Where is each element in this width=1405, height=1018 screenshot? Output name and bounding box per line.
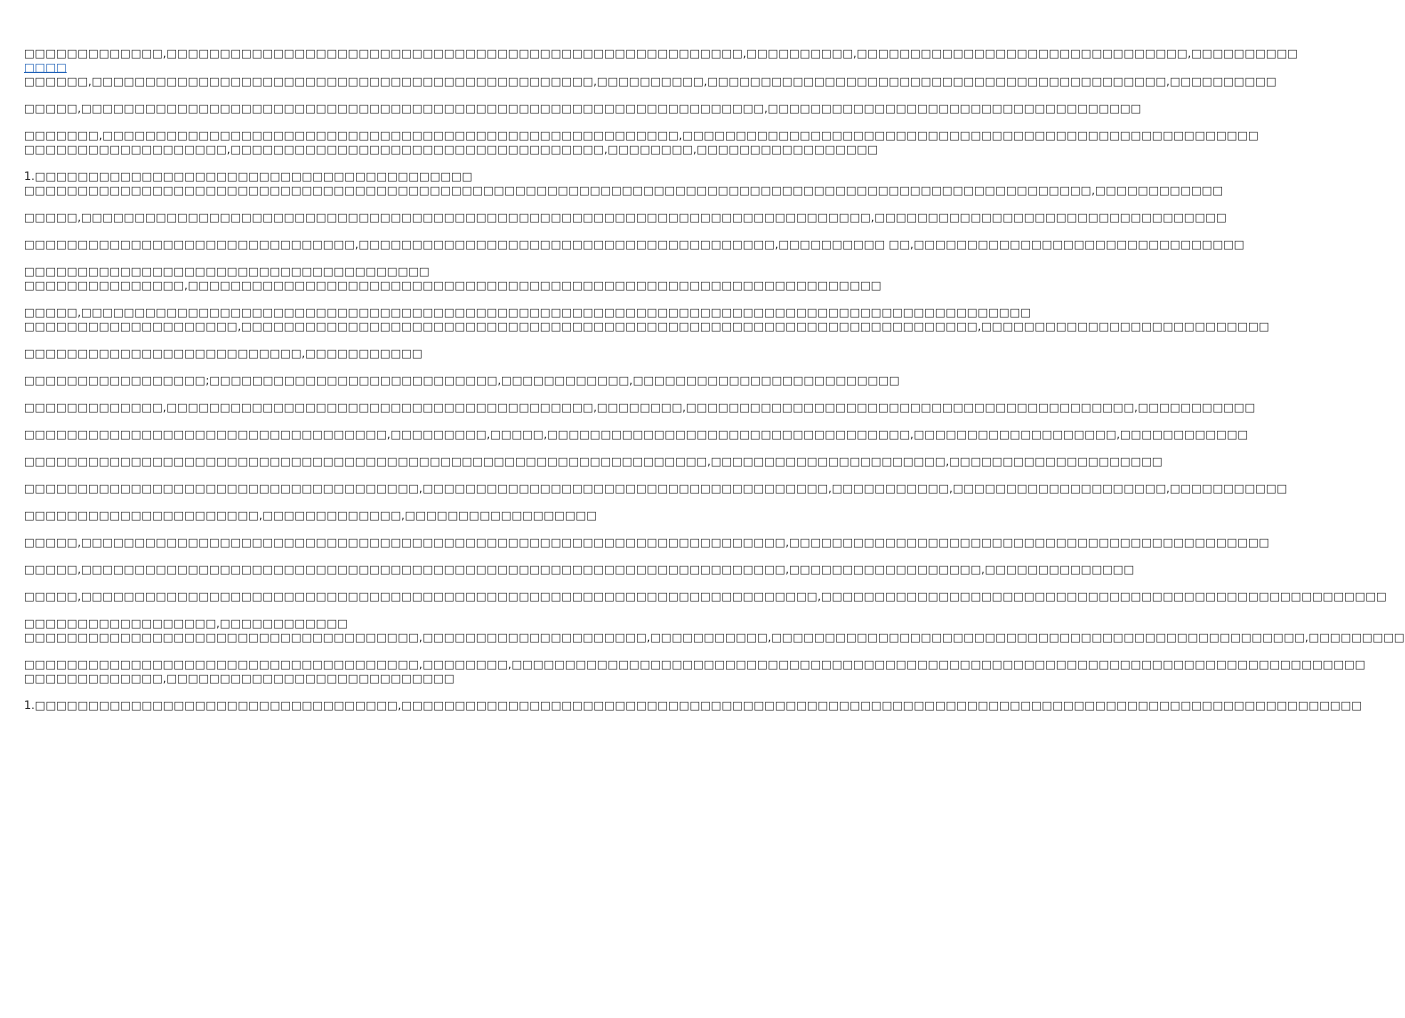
paragraph-gap — [24, 645, 696, 658]
text-line: □□□□□□□□□□□□□□□□□□□□□□□□□□□□□□□□□□□□□,□□□□□□□□□□□□□□□□□□□□□,□□□□□□□□□□□,□□□□□□□□□□□□□□□□□□□□□□□□□□□□□□□□□□□□□□□□□□□□□□□□□□,□□□□□□□□□ — [24, 631, 1405, 644]
text-line: □□□□□,□□□□□□□□□□□□□□□□□□□□□□□□□□□□□□□□□□□□□□□□□□□□□□□□□□□□□□□□□□□□□□□□□□□□□□□□□□,□□□□□□□□□□□□□□□□□□□□□□□□□□□□□□□□□ — [24, 211, 1227, 224]
text-line: □□□□□□□□□□□□□□□□□□□□□□□□□□□□□□□□□□□□□□ — [24, 265, 430, 278]
document-body — [24, 47, 1405, 713]
paragraph — [24, 590, 1387, 604]
paragraph — [24, 563, 1135, 577]
text-line: □□□□□□□□□□□□□□□□□;□□□□□□□□□□□□□□□□□□□□□□□□□□□,□□□□□□□□□□□□,□□□□□□□□□□□□□□□□□□□□□□□□□ — [24, 374, 900, 387]
paragraph — [24, 617, 1405, 645]
text-line — [24, 61, 696, 75]
paragraph-gap — [24, 388, 696, 401]
paragraph — [24, 536, 1270, 550]
text-line: □□□□□□□□□□□□□□□□□□□□□□□□□□□□□□□□□□□□□□□□□□□□□□□□□□□□□□□□□□□□□□□□□□□□□□□□□□□□□□□□□□□□□□□□□□□□□□□□□□□□,□□□□□□□□□□□□ — [24, 184, 1224, 197]
paragraph-gap — [24, 604, 696, 617]
paragraph — [24, 455, 1163, 469]
paragraph-gap — [24, 116, 696, 129]
text-line: □□□□□,□□□□□□□□□□□□□□□□□□□□□□□□□□□□□□□□□□□□□□□□□□□□□□□□□□□□□□□□□□□□□□□□□□□□□,□□□□□□□□□□□□□□□□□□□□□□□□□□□□□□□□□□□□□□□□□□□□□□□□□□□□□ — [24, 590, 1387, 603]
text-line: □□□□□□□□□□□□□,□□□□□□□□□□□□□□□□□□□□□□□□□□□□□□□□□□□□□□□□,□□□□□□□□,□□□□□□□□□□□□□□□□□□□□□□□□□□□□□□□□□□□□□□□□□□,□□□□□□□□□□□ — [24, 401, 1256, 414]
text-line: □□□□□,□□□□□□□□□□□□□□□□□□□□□□□□□□□□□□□□□□□□□□□□□□□□□□□□□□□□□□□□□□□□□□□□□□,□□□□□□□□□□□□□□□□□□□□□□□□□□□□□□□□□□□□□□□□□□□□□ — [24, 536, 1270, 549]
text-line: □□□□□,□□□□□□□□□□□□□□□□□□□□□□□□□□□□□□□□□□□□□□□□□□□□□□□□□□□□□□□□□□□□□□□□□□,□□□□□□□□□□□□□□□□□□,□□□□□□□□□□□□□□ — [24, 563, 1135, 576]
text-line: □□□□□□□□□□□□□,□□□□□□□□□□□□□□□□□□□□□□□□□□□□□□□□□□□□□□□□□□□□□□□□□□□□□□,□□□□□□□□□□,□□□□□□□□□□□□□□□□□□□□□□□□□□□□□□□,□□□□□□□□□□ — [24, 47, 1298, 60]
text-line: 1.□□□□□□□□□□□□□□□□□□□□□□□□□□□□□□□□□□,□□□□□□□□□□□□□□□□□□□□□□□□□□□□□□□□□□□□□□□□□□□□□□□□□□□□□□□□□□□□□□□□□□□□□□□□□□□□□□□□□□□□□□□□□□ — [24, 699, 1362, 712]
paragraph — [24, 428, 1249, 442]
paragraph-gap — [24, 89, 696, 102]
text-line: □□□□□□□□□□□□□□□□□□□□□□,□□□□□□□□□□□□□,□□□□□□□□□□□□□□□□□□ — [24, 509, 597, 522]
paragraph — [24, 658, 1366, 686]
text-line: □□□□□□□□□□□□□□□□□□□□□□□□□□□□□□□,□□□□□□□□□□□□□□□□□□□□□□□□□□□□□□□□□□□□□□□,□□□□□□□□□□ □□,□□□□□□□□□□□□□□□□□□□□□□□□□□□□□□□ — [24, 238, 1245, 251]
paragraph-gap — [24, 442, 696, 455]
paragraph-gap — [24, 686, 696, 699]
paragraph-gap — [24, 252, 696, 265]
text-line: □□□□□□□□□□□□□□□,□□□□□□□□□□□□□□□□□□□□□□□□□□□□□□□□□□□□□□□□□□□□□□□□□□□□□□□□□□□□□□□□□ — [24, 279, 882, 292]
paragraph-gap — [24, 415, 696, 428]
paragraph-gap — [24, 198, 696, 211]
paragraph — [24, 238, 1245, 252]
text-line: □□□□□□□□□□□□□□□□□□□,□□□□□□□□□□□□□□□□□□□□□□□□□□□□□□□□□□□,□□□□□□□□,□□□□□□□□□□□□□□□□□ — [24, 143, 878, 156]
paragraph-gap — [24, 469, 696, 482]
inline-link[interactable]: □□□□ — [24, 61, 67, 74]
text-line: □□□□□□□□□□□□□□□□□□□□□□□□□□□□□□□□□□,□□□□□□□□□,□□□□□,□□□□□□□□□□□□□□□□□□□□□□□□□□□□□□□□□□,□□□□□□□□□□□□□□□□□□□,□□□□□□□□□□□□ — [24, 428, 1249, 441]
paragraph-gap — [24, 523, 696, 536]
paragraph-gap — [24, 361, 696, 374]
paragraph — [24, 47, 1298, 89]
paragraph-gap — [24, 496, 696, 509]
paragraph — [24, 374, 900, 388]
paragraph-gap — [24, 157, 696, 170]
paragraph-gap — [24, 577, 696, 590]
text-line: □□□□□□□□□□□□□□□□□□□□□□□□□□,□□□□□□□□□□□ — [24, 347, 423, 360]
text-line: □□□□□□□□□□□□□□□□□□□□□□□□□□□□□□□□□□□□□,□□□□□□□□□□□□□□□□□□□□□□□□□□□□□□□□□□□□□□,□□□□□□□□□□□,□□□□□□□□□□□□□□□□□□□□,□□□□□□□□□□□ — [24, 482, 1288, 495]
text-line: □□□□□□□□□□□□□,□□□□□□□□□□□□□□□□□□□□□□□□□□□ — [24, 672, 455, 685]
text-line: □□□□□□□□□□□□□□□□□□□□□□□□□□□□□□□□□□□□□□□□□□□□□□□□□□□□□□□□□□□□□□□□,□□□□□□□□□□□□□□□□□□□□□□,□□□□□□□□□□□□□□□□□□□□ — [24, 455, 1163, 468]
paragraph — [24, 170, 1224, 198]
text-line: □□□□□,□□□□□□□□□□□□□□□□□□□□□□□□□□□□□□□□□□□□□□□□□□□□□□□□□□□□□□□□□□□□□□□□□□□□□□□□□□□□□□□□□□□□□□□□□ — [24, 306, 1031, 319]
text-line: □□□□□□□□□□□□□□□□□□□□,□□□□□□□□□□□□□□□□□□□□□□□□□□□□□□□□□□□□□□□□□□□□□□□□□□□□□□□□□□□□□□□□□□□□□,□□□□□□□□□□□□□□□□□□□□□□□□□□□ — [24, 320, 1270, 333]
paragraph — [24, 482, 1288, 496]
text-line: 1.□□□□□□□□□□□□□□□□□□□□□□□□□□□□□□□□□□□□□□□□□ — [24, 170, 473, 183]
paragraph — [24, 211, 1227, 225]
text-line: □□□□□□,□□□□□□□□□□□□□□□□□□□□□□□□□□□□□□□□□□□□□□□□□□□□□□□,□□□□□□□□□□,□□□□□□□□□□□□□□□□□□□□□□□□□□□□□□□□□□□□□□□□□□□,□□□□□□□□□□ — [24, 75, 1277, 88]
paragraph — [24, 265, 882, 293]
paragraph — [24, 102, 1142, 116]
paragraph — [24, 129, 1259, 157]
text-line: □□□□□□□□□□□□□□□□□□□□□□□□□□□□□□□□□□□□□,□□□□□□□□,□□□□□□□□□□□□□□□□□□□□□□□□□□□□□□□□□□□□□□□□□□□□□□□□□□□□□□□□□□□□□□□□□□□□□□□□□□□□□□□□ — [24, 658, 1366, 671]
paragraph-gap — [24, 550, 696, 563]
paragraph — [24, 699, 1362, 713]
text-line: □□□□□□□□□□□□□□□□□□,□□□□□□□□□□□□ — [24, 617, 348, 630]
paragraph — [24, 401, 1256, 415]
paragraph-gap — [24, 293, 696, 306]
paragraph — [24, 306, 1270, 334]
text-line: □□□□□,□□□□□□□□□□□□□□□□□□□□□□□□□□□□□□□□□□□□□□□□□□□□□□□□□□□□□□□□□□□□□□□□,□□□□□□□□□□□□□□□□□□□□□□□□□□□□□□□□□□□ — [24, 102, 1142, 115]
paragraph — [24, 347, 696, 361]
paragraph-gap — [24, 225, 696, 238]
paragraph-gap — [24, 334, 696, 347]
paragraph — [24, 509, 696, 523]
text-line: □□□□□□□,□□□□□□□□□□□□□□□□□□□□□□□□□□□□□□□□□□□□□□□□□□□□□□□□□□□□□□,□□□□□□□□□□□□□□□□□□□□□□□□□□□□□□□□□□□□□□□□□□□□□□□□□□□□□□ — [24, 129, 1259, 142]
